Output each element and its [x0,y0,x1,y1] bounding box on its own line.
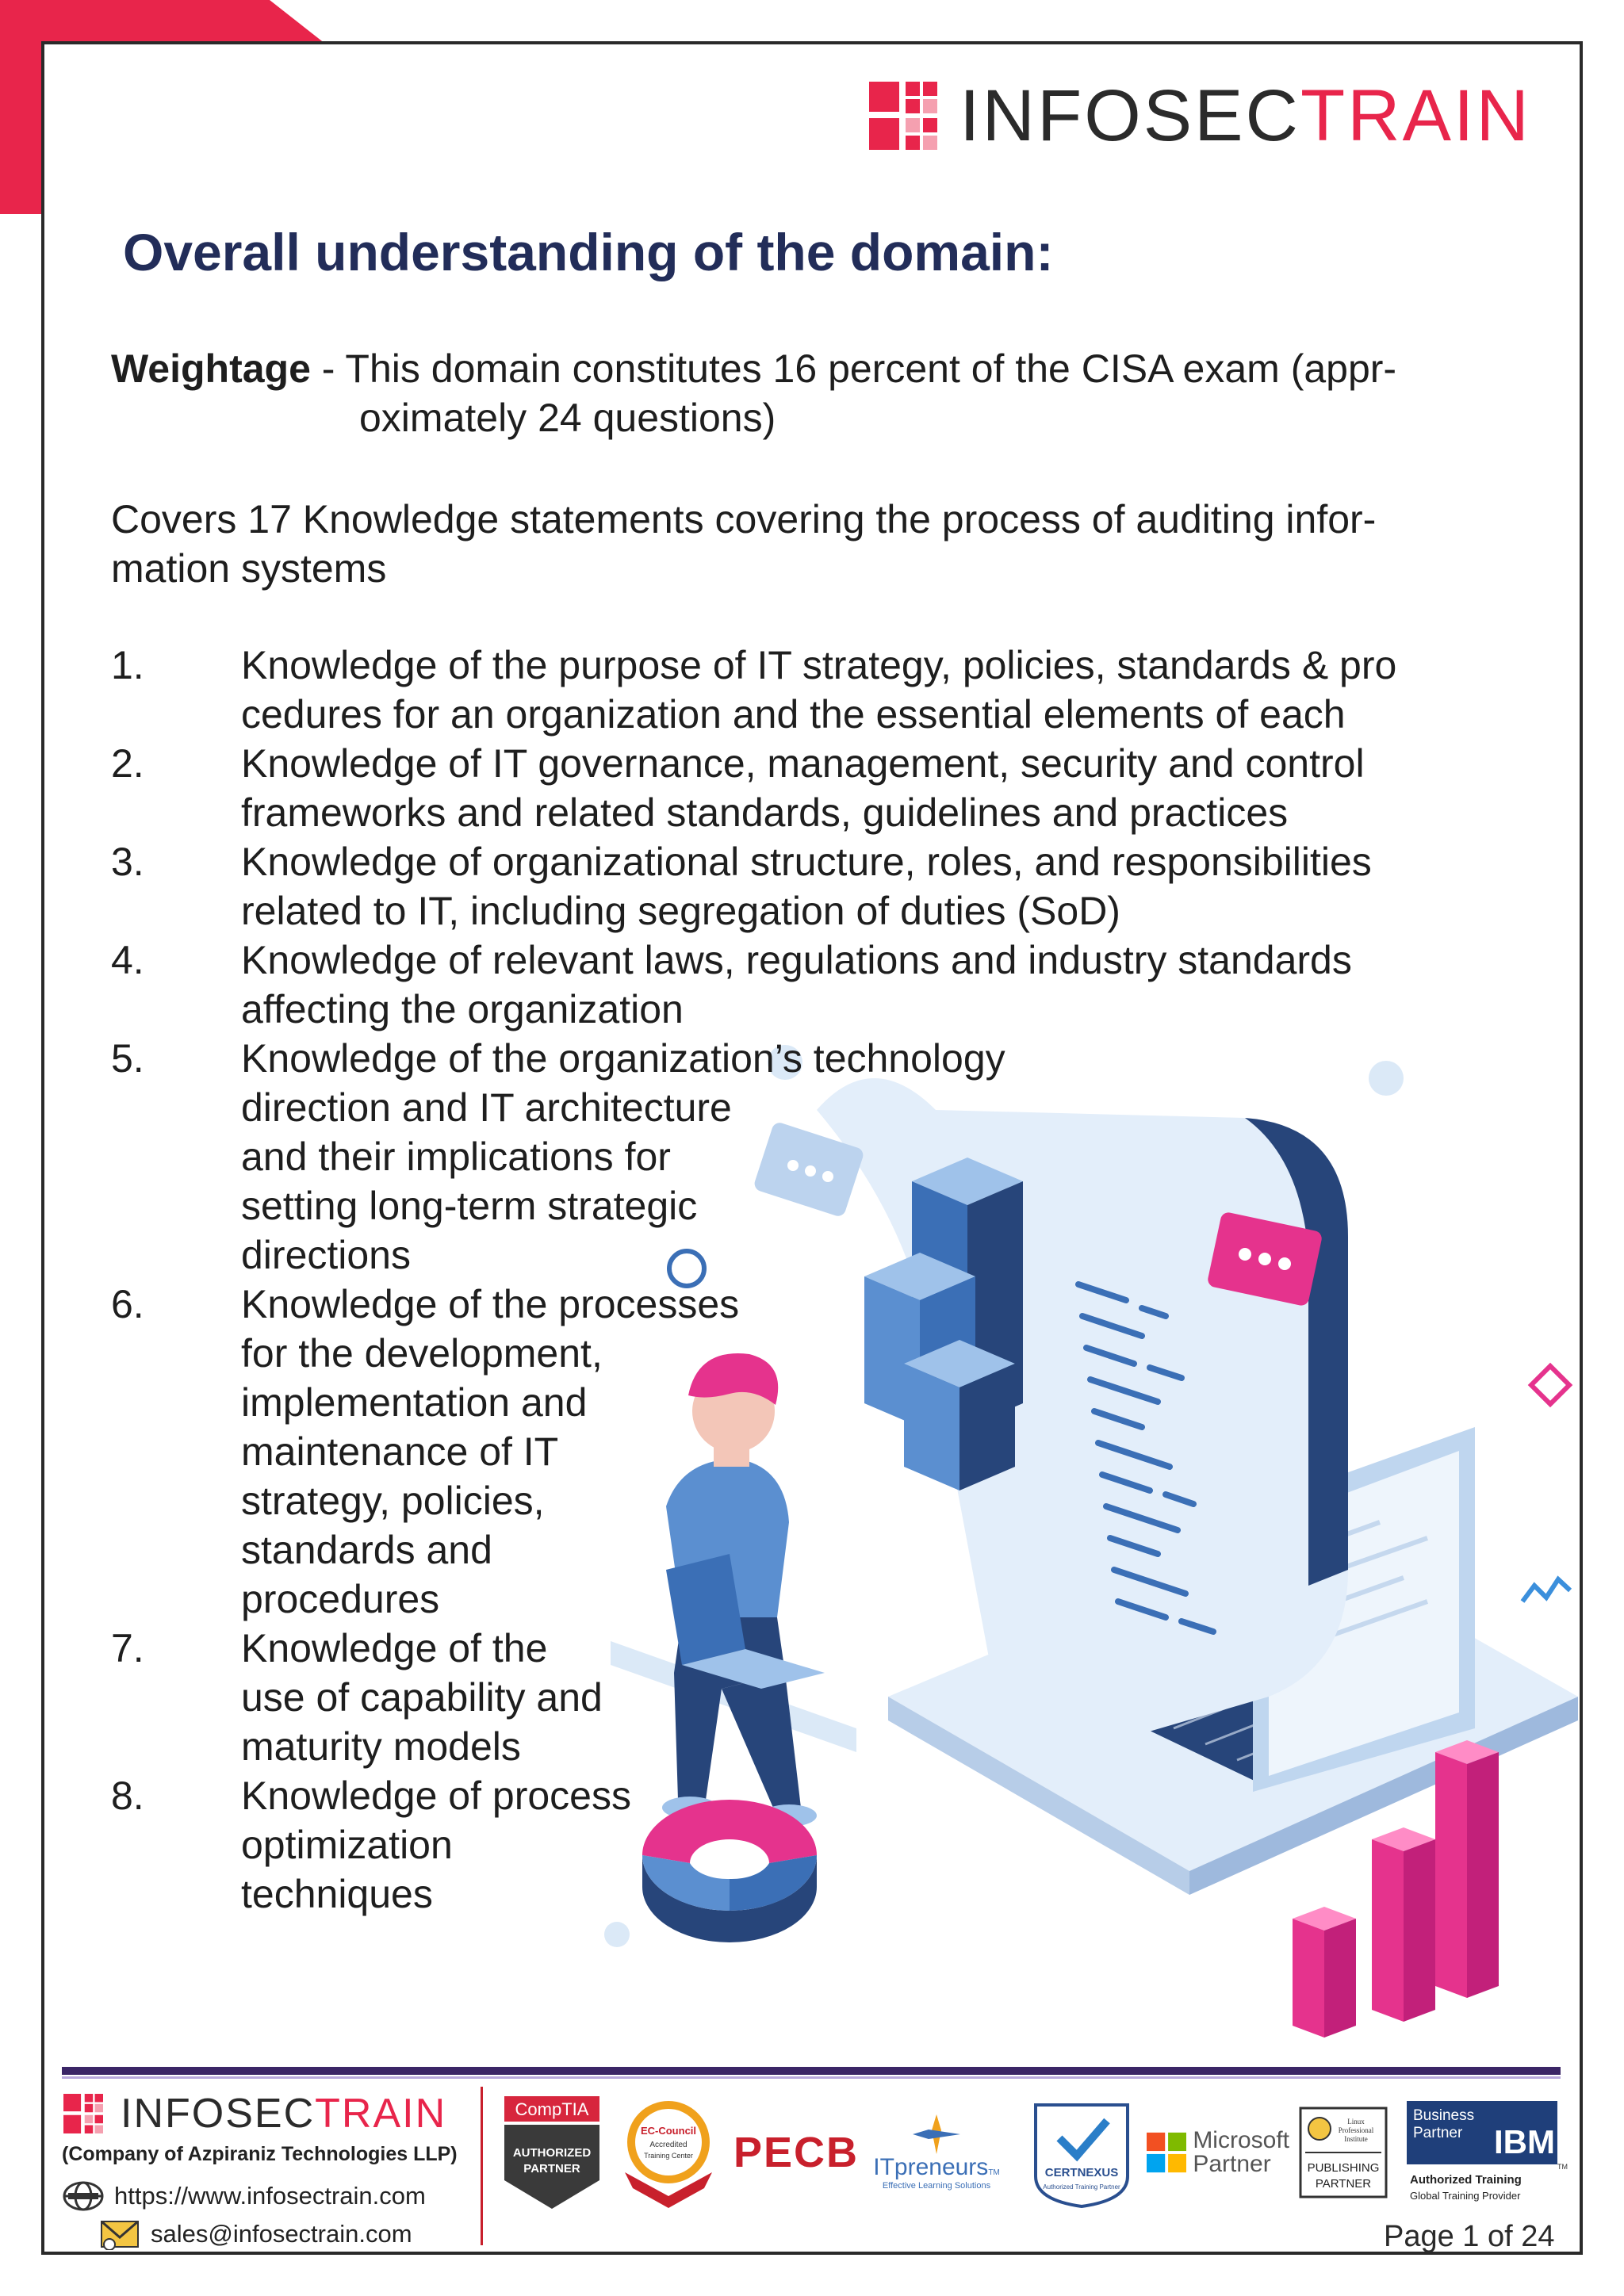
page-title: Overall understanding of the domain: [123,223,1054,281]
covers-line-2: mation systems [111,546,387,591]
list-item-line: use of capability and [241,1675,603,1720]
list-item-line: Knowledge of relevant laws, regulations and industry standards [241,938,1352,982]
certnexus-badge-icon [1028,2097,1136,2208]
itpreneurs-logo [861,2093,1012,2212]
mail-icon [98,2218,141,2250]
list-item-line: related to IT, including segregation of duties (SoD) [241,889,1120,933]
svg-text:Partner: Partner [1413,2125,1463,2141]
globe-icon [62,2180,105,2212]
weightage-paragraph [111,344,1538,442]
list-item [111,837,1538,936]
list-item [111,739,1538,837]
list-item-line: and their implications for [241,1135,671,1179]
pecb-logo [733,2093,860,2212]
brand-logo [869,75,1531,156]
svg-text:Institute: Institute [1344,2135,1368,2143]
lpi-logo [1296,2093,1391,2212]
certnexus-logo [1026,2093,1137,2212]
svg-text:Professional: Professional [1338,2126,1374,2134]
infosectrain-logo-icon [63,2094,103,2133]
list-item-line: standards and [241,1528,492,1572]
microsoft-text: Microsoft [1193,2127,1289,2153]
svg-text:CERTNEXUS: CERTNEXUS [1044,2166,1119,2179]
list-item-line: for the development, [241,1331,603,1376]
svg-text:PUBLISHING: PUBLISHING [1307,2161,1380,2175]
list-item-line: Knowledge of the processes [241,1282,740,1326]
list-item-line: procedures [241,1577,440,1621]
covers-line-1: Covers 17 Knowledge statements covering the process of auditing infor- [111,497,1377,541]
list-item-number: 7. [111,1626,144,1670]
lpi-badge-icon [1297,2105,1389,2200]
svg-text:Linux: Linux [1347,2118,1365,2126]
eccouncil-seal-icon [609,2093,728,2212]
infosectrain-logo-icon [869,82,937,150]
email-contact [98,2218,412,2250]
website-contact [62,2180,426,2212]
microsoft-logo [1147,2093,1289,2212]
list-item-line: Knowledge of process [241,1774,631,1818]
list-item-number: 5. [111,1036,144,1081]
svg-text:Training Center: Training Center [644,2152,693,2160]
footer-brand-logo [63,2091,447,2137]
svg-text:IBM: IBM [1494,2123,1555,2160]
covers-paragraph [111,495,1530,593]
website-link[interactable]: https://www.infosectrain.com [114,2182,426,2210]
list-item-line: frameworks and related standards, guidelines and practices [241,790,1289,835]
footer-brand-name: INFOSECTRAIN [121,2091,447,2137]
list-item-line: implementation and [241,1380,588,1425]
company-name: (Company of Azpiraniz Technologies LLP) [62,2143,458,2165]
ibm-logo [1400,2093,1568,2212]
list-item [111,641,1538,739]
footer-divider [62,2067,1561,2075]
footer-divider-light [62,2076,1561,2079]
svg-text:EC-Council: EC-Council [640,2125,697,2137]
microsoft-windows-icon [1147,2132,1186,2173]
list-item [111,936,1538,1034]
list-item-number: 6. [111,1282,144,1326]
brand-name: INFOSECTRAIN [959,75,1531,156]
itpreneurs-star-icon [913,2114,960,2154]
itpreneurs-text: ITpreneurs [873,2154,989,2180]
list-item-line: direction and IT architecture [241,1085,732,1130]
footer-vertical-divider [481,2087,483,2245]
list-item [111,1624,1538,1771]
weightage-text-cont: oximately 24 questions) [359,396,776,440]
list-item-line: cedures for an organization and the essential elements of each [241,692,1346,737]
list-item-number: 4. [111,938,144,982]
list-item-number: 3. [111,840,144,884]
svg-text:AUTHORIZED: AUTHORIZED [512,2146,592,2160]
list-item-line: Knowledge of the [241,1626,548,1670]
list-item-line: affecting the organization [241,987,684,1031]
page-number: Page 1 of 24 [1384,2220,1555,2253]
svg-text:Authorized Training Partner: Authorized Training Partner [1043,2183,1120,2191]
svg-text:TM: TM [1557,2163,1568,2171]
ibm-partner-badge-icon [1400,2093,1568,2212]
weightage-label: Weightage [111,346,311,391]
list-item-line: directions [241,1233,411,1277]
knowledge-list [111,641,1538,1919]
eccouncil-logo [609,2093,728,2212]
list-item-number: 8. [111,1774,144,1818]
list-item-line: maintenance of IT [241,1429,559,1474]
svg-text:Global Training Provider: Global Training Provider [1410,2190,1521,2202]
microsoft-partner-text: Partner [1193,2151,1271,2177]
list-item-line: setting long-term strategic [241,1184,698,1228]
list-item-line: Knowledge of the purpose of IT strategy, policies, standards & pro [241,643,1397,687]
list-item-number: 1. [111,643,144,687]
svg-text:PARTNER: PARTNER [523,2162,580,2175]
itpreneurs-tagline: Effective Learning Solutions [882,2181,991,2191]
partner-logos [490,2093,1568,2212]
list-item [111,1280,1538,1624]
list-item [111,1034,1538,1280]
list-item [111,1771,1538,1919]
comptia-badge-icon [498,2093,606,2212]
list-item-number: 2. [111,741,144,786]
itpreneurs-tm: TM [988,2168,1000,2177]
svg-text:Business: Business [1413,2107,1475,2124]
svg-text:Accredited: Accredited [649,2141,688,2149]
list-item-line: maturity models [241,1724,521,1769]
comptia-logo [496,2093,607,2212]
list-item-line: techniques [241,1872,433,1916]
list-item-line: strategy, policies, [241,1479,545,1523]
weightage-text: - This domain constitutes 16 percent of the CISA exam (appr- [310,346,1397,391]
list-item-line: Knowledge of IT governance, management, security and control [241,741,1365,786]
list-item-line: Knowledge of the organization’s technology [241,1036,1005,1081]
svg-text:PARTNER: PARTNER [1315,2177,1372,2191]
svg-text:Authorized Training: Authorized Training [1410,2173,1522,2187]
svg-text:CompTIA: CompTIA [515,2099,589,2119]
email-link[interactable]: sales@infosectrain.com [151,2220,412,2248]
list-item-line: optimization [241,1823,453,1867]
pecb-text: PECB [733,2129,860,2176]
list-item-line: Knowledge of organizational structure, roles, and responsibilities [241,840,1372,884]
